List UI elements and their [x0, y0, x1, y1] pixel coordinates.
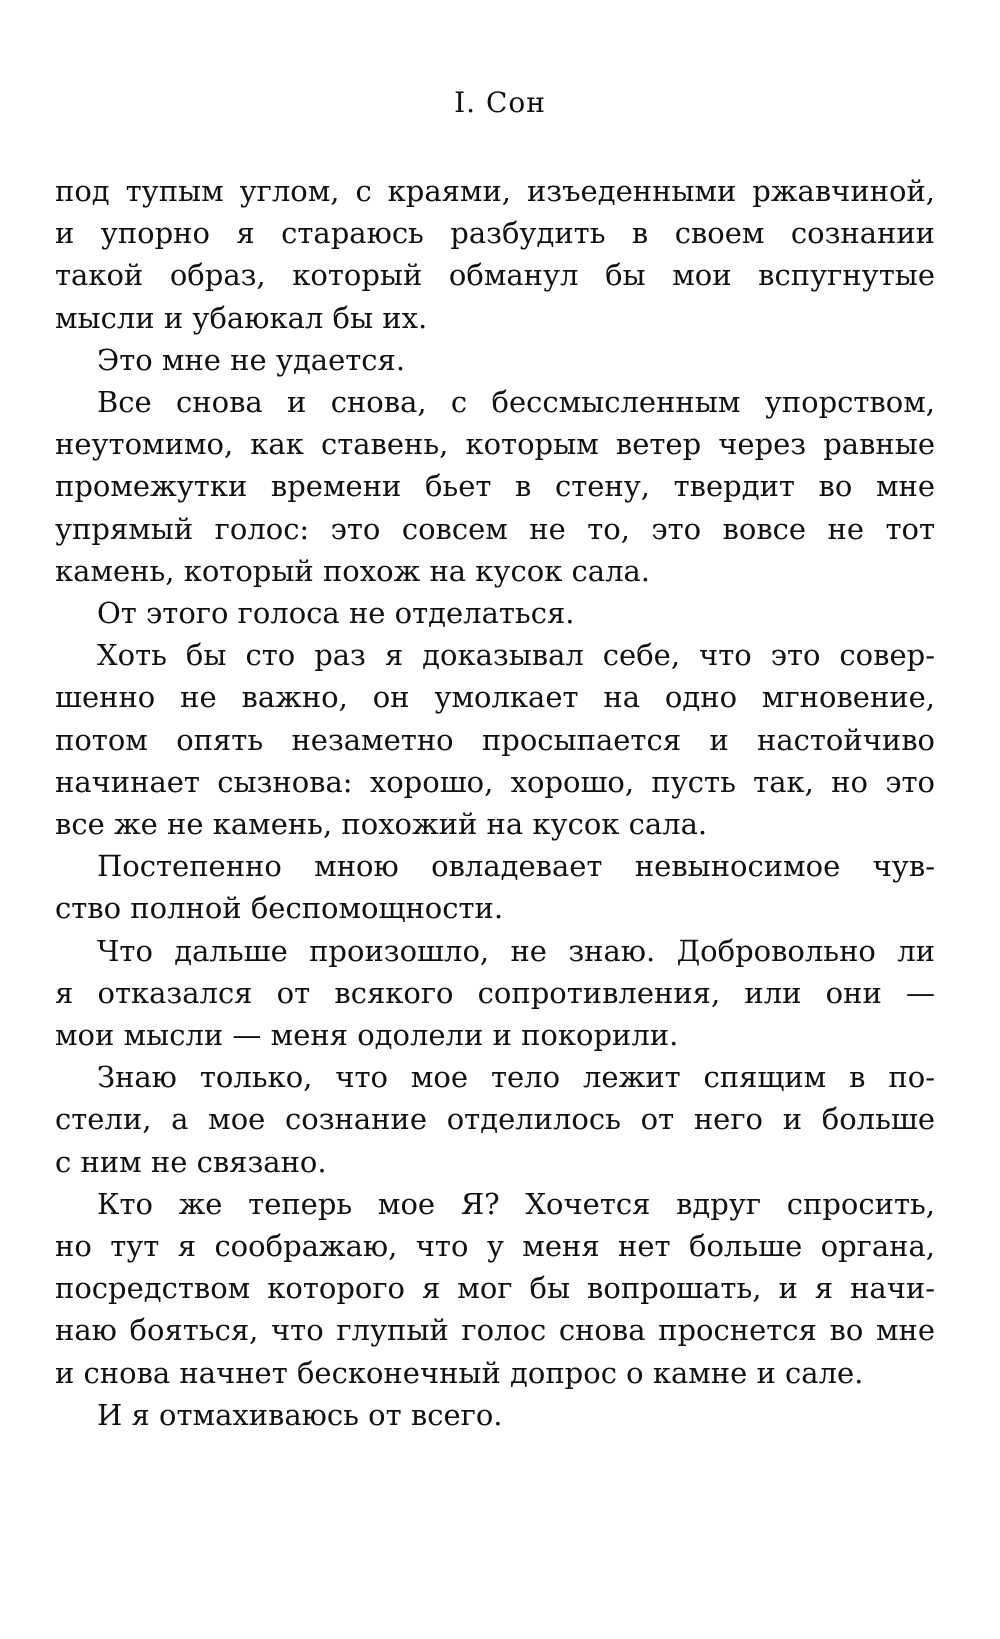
text-line: Постепенно мною овладевает невыносимое чув- — [97, 849, 935, 884]
text-line: потом опять незаметно просыпается и настойчиво — [55, 722, 935, 757]
text-line: мысли и убаюкал бы их. — [55, 300, 428, 335]
running-head: I. Сон — [454, 86, 546, 119]
text-line: шенно не важно, он умолкает на одно мгновение, — [55, 680, 935, 715]
paragraph — [55, 1183, 935, 1394]
text-line: От этого голоса не отделаться. — [97, 596, 575, 631]
text-line: я отказался от всякого сопротивления, или они — — [55, 975, 935, 1010]
paragraph — [55, 634, 935, 845]
text-line: стели, а мое сознание отделилось от него и больше — [55, 1102, 935, 1137]
text-line: Хоть бы сто раз я доказывал себе, что это совер- — [97, 638, 935, 673]
text-line: неутомимо, как ставень, которым ветер через равные — [55, 427, 935, 462]
text-line: посредством которого я мог бы вопрошать, и я начи- — [55, 1271, 935, 1306]
paragraph — [55, 1056, 935, 1183]
text-line: упрямый голос: это совсем не то, это вовсе не тот — [55, 511, 935, 546]
text-line: под тупым углом, с краями, изъеденными ржавчиной, — [55, 174, 935, 208]
paragraph — [55, 930, 935, 1057]
text-line: и упорно я стараюсь разбудить в своем сознании — [55, 216, 935, 251]
body-text — [55, 170, 935, 1436]
text-line: Что дальше произошло, не знаю. Добровольно ли — [97, 933, 935, 968]
text-line: Все снова и снова, с бессмысленным упорством, — [97, 385, 935, 420]
paragraph — [55, 381, 935, 592]
text-line: такой образ, который обманул бы мои вспугнутые — [55, 258, 935, 293]
text-line: наю бояться, что глупый голос снова проснется во мне — [55, 1313, 935, 1348]
paragraph — [55, 1394, 935, 1436]
text-line: ство полной беспомощности. — [55, 891, 504, 926]
text-line: начинает сызнова: хорошо, хорошо, пусть так, но это — [55, 764, 935, 799]
text-line: И я отмахиваюсь от всего. — [97, 1397, 503, 1432]
text-line: Знаю только, что мое тело лежит спящим в по- — [97, 1060, 935, 1095]
paragraph — [55, 592, 935, 634]
text-line: камень, который похож на кусок сала. — [55, 553, 650, 588]
text-line: и снова начнет бесконечный допрос о камне и сале. — [55, 1355, 864, 1390]
text-line: мои мысли — меня одолели и покорили. — [55, 1018, 679, 1053]
text-line: все же не камень, похожий на кусок сала. — [55, 807, 708, 842]
paragraph — [55, 339, 935, 381]
text-line: с ним не связано. — [55, 1144, 327, 1179]
text-line: Это мне не удается. — [97, 342, 406, 377]
text-line: промежутки времени бьет в стену, твердит во мне — [55, 469, 935, 504]
paragraph — [55, 170, 935, 339]
paragraph — [55, 845, 935, 929]
text-line: но тут я соображаю, что у меня нет больше органа, — [55, 1229, 935, 1264]
text-line: Кто же теперь мое Я? Хочется вдруг спросить, — [97, 1186, 935, 1221]
